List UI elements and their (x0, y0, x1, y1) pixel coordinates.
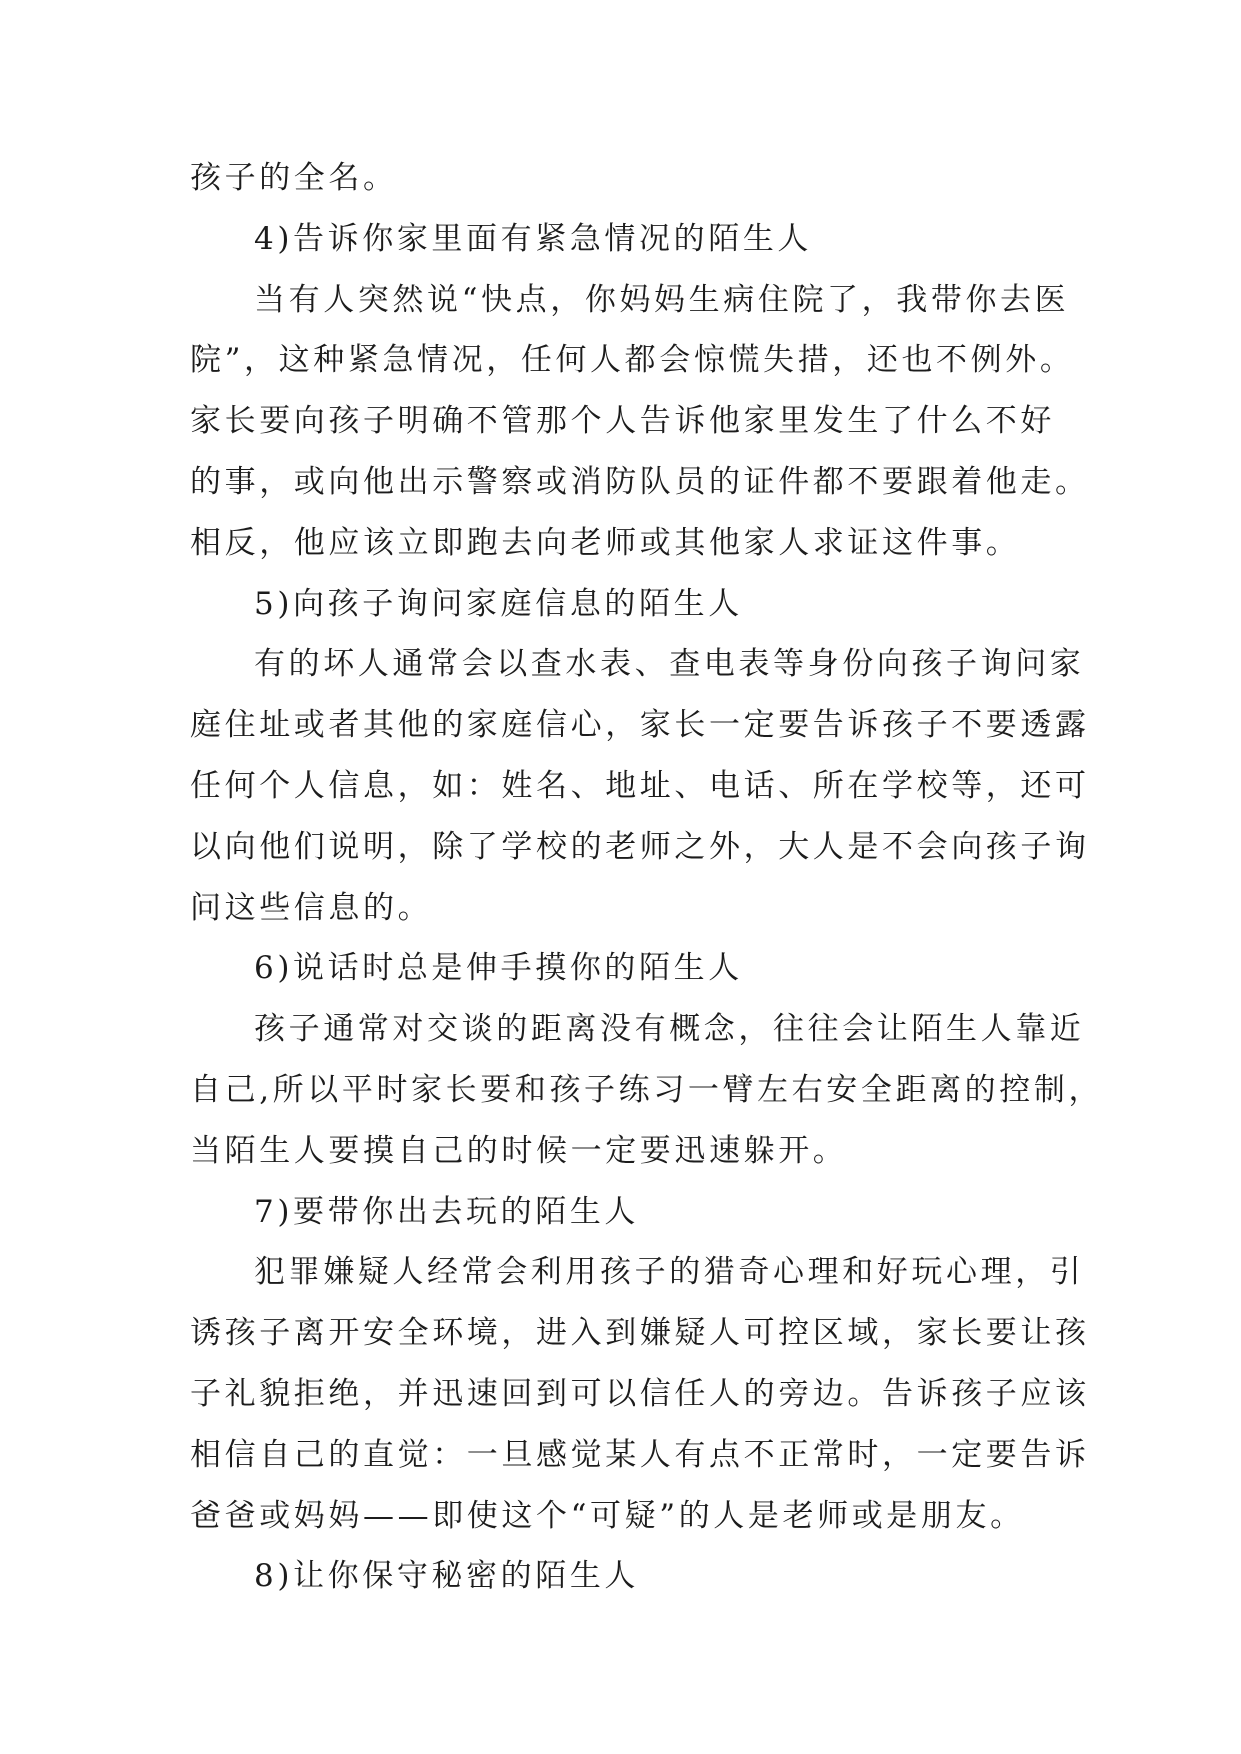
section-heading: 6)说话时总是伸手摸你的陌生人 (254, 950, 743, 987)
text-line: 子礼貌拒绝，并迅速回到可以信任人的旁边。告诉孩子应该 (190, 1375, 1090, 1412)
text-line: 庭住址或者其他的家庭信心，家长一定要告诉孩子不要透露 (190, 707, 1090, 744)
text-line: 院”，这种紧急情况，任何人都会惊慌失措，还也不例外。 (190, 342, 1075, 379)
text-line: 孩子通常对交谈的距离没有概念，往往会让陌生人靠近 (254, 1011, 1085, 1048)
text-line: 问这些信息的。 (190, 889, 433, 926)
section-heading: 8)让你保守秘密的陌生人 (254, 1558, 640, 1595)
text-line: 自己,所以平时家长要和孩子练习一臂左右安全距离的控制， (190, 1071, 1104, 1108)
text-line: 相信自己的直觉：一旦感觉某人有点不正常时，一定要告诉 (190, 1436, 1090, 1473)
text-line: 爸爸或妈妈——即使这个“可疑”的人是老师或是朋友。 (190, 1497, 1025, 1534)
section-heading: 7)要带你出去玩的陌生人 (254, 1193, 640, 1230)
text-line: 以向他们说明，除了学校的老师之外，大人是不会向孩子询 (190, 828, 1090, 865)
document-body (190, 148, 1104, 1607)
text-line: 任何个人信息，如：姓名、地址、电话、所在学校等，还可 (190, 767, 1090, 804)
text-line: 相反，他应该立即跑去向老师或其他家人求证这件事。 (190, 524, 1021, 561)
text-line: 犯罪嫌疑人经常会利用孩子的猎奇心理和好玩心理，引 (254, 1254, 1085, 1291)
text-line: 当有人突然说“快点，你妈妈生病住院了，我带你去医 (254, 281, 1070, 318)
section-heading: 5)向孩子询问家庭信息的陌生人 (254, 585, 743, 622)
text-line: 家长要向孩子明确不管那个人告诉他家里发生了什么不好 (190, 403, 1055, 440)
text-line: 有的坏人通常会以查水表、查电表等身份向孩子询问家 (254, 646, 1085, 683)
text-line: 的事，或向他出示警察或消防队员的证件都不要跟着他走。 (190, 463, 1090, 500)
section-heading: 4)告诉你家里面有紧急情况的陌生人 (254, 220, 813, 257)
text-line: 孩子的全名。 (190, 160, 398, 196)
text-line: 当陌生人要摸自己的时候一定要迅速躲开。 (190, 1132, 848, 1169)
text-line: 诱孩子离开安全环境，进入到嫌疑人可控区域，家长要让孩 (190, 1315, 1090, 1352)
